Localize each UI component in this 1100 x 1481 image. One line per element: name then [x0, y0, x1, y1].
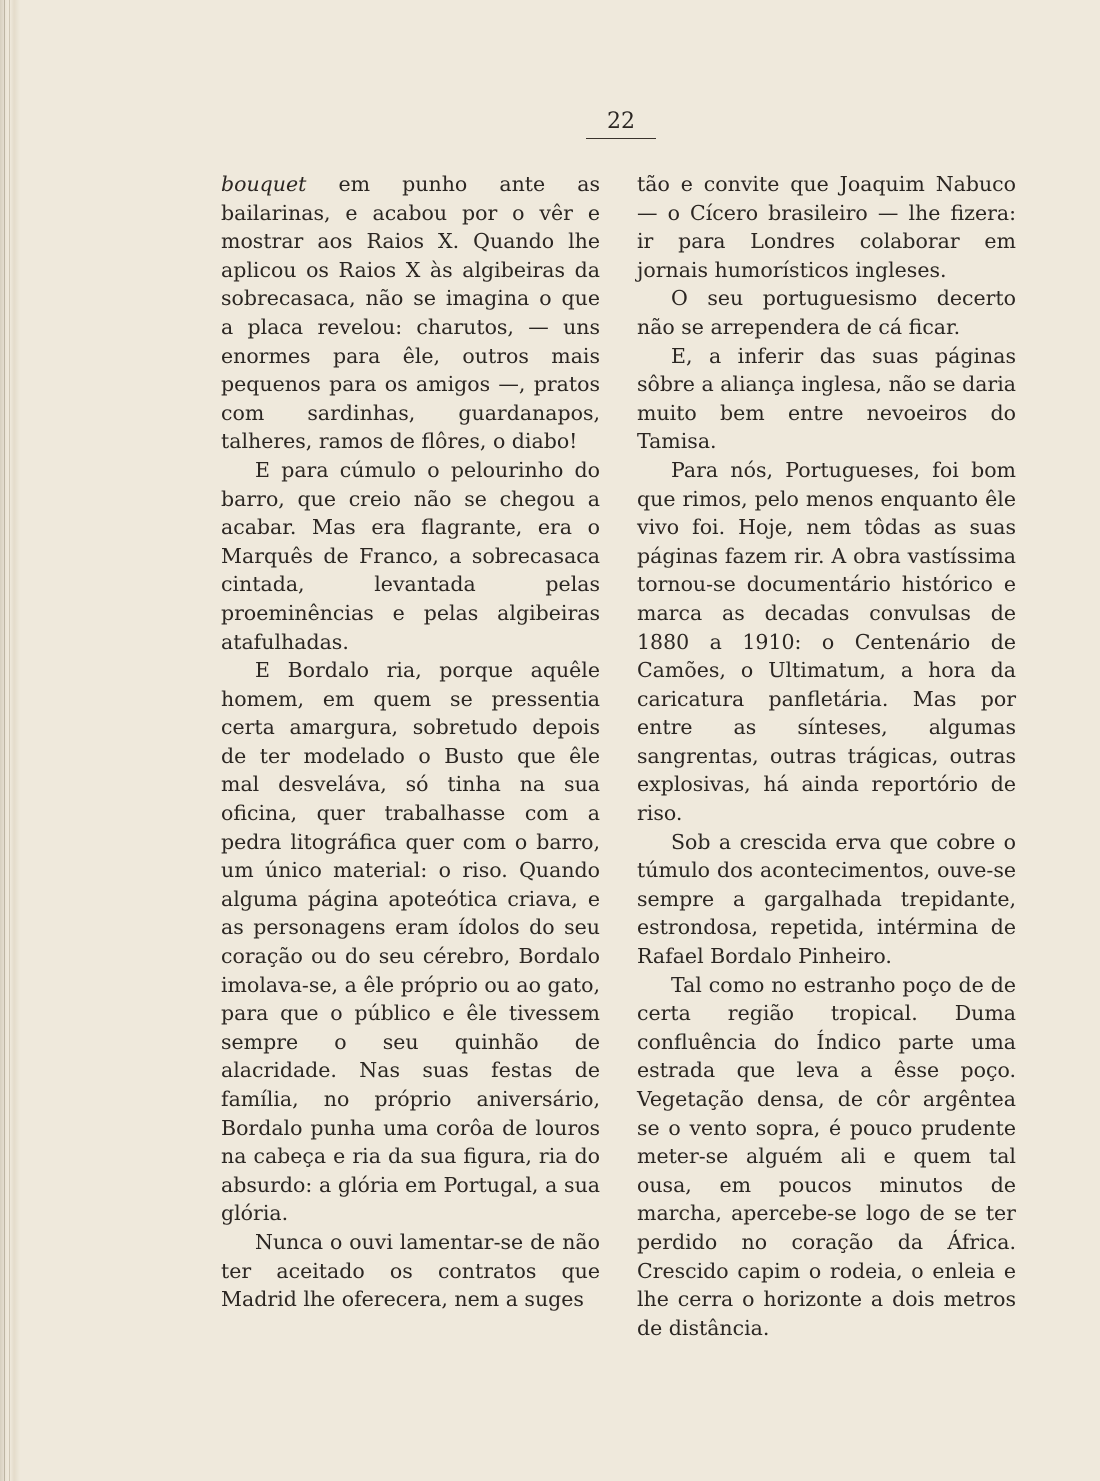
- right-column: [637, 170, 1016, 1342]
- paragraph: Sob a crescida erva que cobre o túmulo dos acontecimentos, ouve-se sempre a gargalhada trepidante, estrondosa, repetida, intérmina de Rafael Bordalo Pinheiro.: [637, 829, 1016, 969]
- paragraph: Para nós, Portugueses, foi bom que rimos, pelo menos enquanto êle vivo foi. Hoje, nem tôdas as suas páginas fazem rir. A obra vastíssima tornou-se documentário histórico e marca as decadas convulsas de 1880 a 1910: o Centenário de Camões, o Ultimatum, a hora da caricatura panfletária. Mas por entre as sínteses, algumas sangrentas, outras trágicas, outras explosivas, há ainda reportório de riso.: [637, 457, 1016, 826]
- paragraph: Tal como no estranho poço de de certa região tropical. Duma confluência do Índico parte uma estrada que leva a êsse poço. Vegetação densa, de côr argêntea se o vento sopra, é pouco prudente meter-se alguém ali e quem tal ousa, em poucos minutos de marcha, apercebe-se logo de se ter perdido no coração da África. Crescido capim o rodeia, o enleia e lhe cerra o horizonte a dois metros de distância.: [637, 972, 1016, 1340]
- paragraph: E para cúmulo o pelourinho do barro, que creio não se chegou a acabar. Mas era flagrante, era o Marquês de Franco, a sobrecasaca cintada, levantada pelas proeminências e pelas algibeiras atafulhadas.: [221, 457, 600, 654]
- paragraph: E Bordalo ria, porque aquêle homem, em quem se pressentia certa amargura, sobretudo depois de ter modelado o Busto que êle mal desveláva, só tinha na sua oficina, quer trabalhasse com a pedra litográfica quer com o barro, um único material: o riso. Quando alguma página apoteótica criava, e as personagens eram ídolos do seu coração ou do seu cérebro, Bordalo imolava-se, a êle próprio ou ao gato, para que o público e êle tivessem sempre o seu quinhão de alacridade. Nas suas festas de família, no próprio aniversário, Bordalo punha uma corôa de louros na cabeça e ria da sua figura, ria do absurdo: a glória em Portugal, a sua glória.: [221, 658, 600, 1226]
- page-number: 22: [586, 108, 656, 139]
- page-binding-edge: [0, 0, 26, 1481]
- italic-word: bouquet: [221, 172, 307, 196]
- paragraph: [221, 170, 600, 456]
- paragraph: tão e convite que Joaquim Nabuco — o Cícero brasileiro — lhe fizera: ir para Londres colaborar em jornais humorísticos ingleses.: [637, 172, 1016, 282]
- paragraph-text: em punho ante as bailarinas, e acabou por o vêr e mostrar aos Raios X. Quando lhe aplicou os Raios X às algibeiras da sobrecasaca, não se imagina o que a placa revelou: charutos, — uns enormes para êle, outros mais pequenos para os amigos —, pratos com sardinhas, guardanapos, talheres, ramos de flôres, o diabo!: [221, 172, 600, 454]
- left-column: [221, 170, 600, 1314]
- paragraph: O seu portuguesismo decerto não se arrependera de cá ficar.: [637, 286, 1016, 339]
- paragraph: E, a inferir das suas páginas sôbre a aliança inglesa, não se daria muito bem entre nevoeiros do Tamisa.: [637, 343, 1016, 454]
- paragraph: Nunca o ouvi lamentar-se de não ter aceitado os contratos que Madrid lhe oferecera, nem a suges: [221, 1229, 600, 1312]
